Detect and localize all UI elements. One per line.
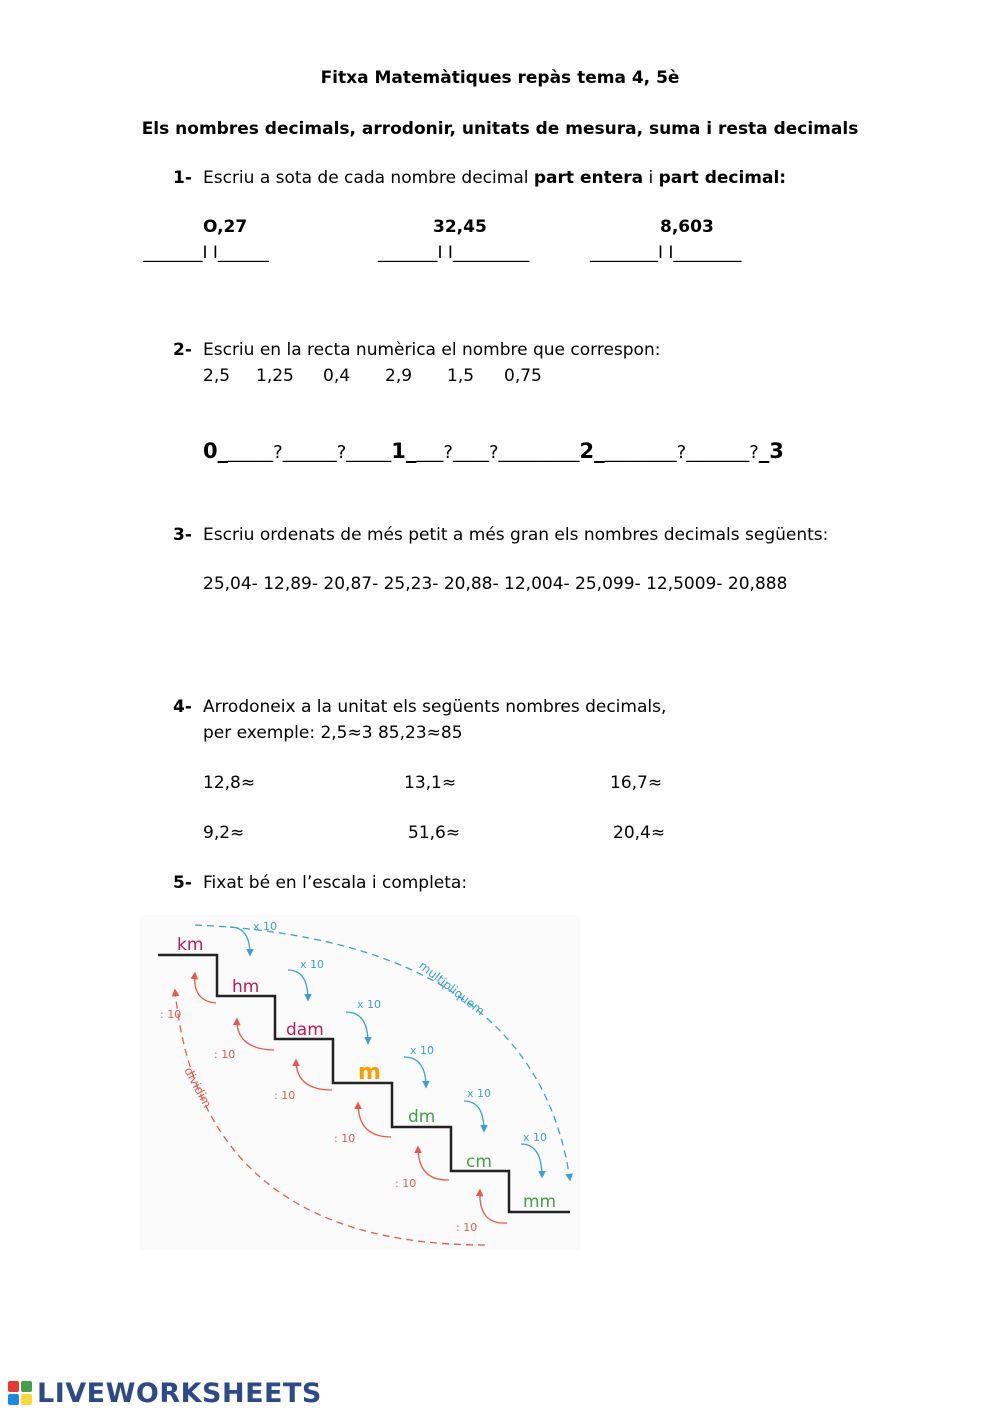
round-item[interactable]: 16,7≈ bbox=[610, 773, 663, 793]
number-line-two: 2_ bbox=[579, 439, 605, 463]
q2-value: 1,25 bbox=[256, 366, 294, 386]
page-subtitle: Els nombres decimals, arrodonir, unitats de mesura, suma i resta decimals bbox=[141, 119, 859, 139]
unit-hm: hm bbox=[232, 977, 260, 997]
question-1-text bbox=[203, 168, 786, 188]
multiply-label: x 10 bbox=[253, 920, 278, 933]
question-5-text: Fixat bé en l’escala i completa: bbox=[203, 873, 468, 893]
question-1-number: 1- bbox=[173, 168, 192, 188]
number-line-three: 3 bbox=[769, 439, 784, 463]
liveworksheets-logo[interactable] bbox=[8, 1378, 322, 1409]
question-2-number: 2- bbox=[173, 340, 192, 360]
number-line-segment: _ bbox=[758, 439, 770, 463]
number-line-segment[interactable]: _______? bbox=[686, 442, 759, 463]
number-line-segment[interactable]: ______? bbox=[282, 442, 347, 463]
number-line-segment[interactable]: _____? bbox=[228, 442, 283, 463]
q1-answer-blank-1[interactable]: _______I I______ bbox=[143, 243, 269, 263]
q1-number-1: O,27 bbox=[203, 217, 248, 237]
page-title: Fitxa Matemàtiques repàs tema 4, 5è bbox=[320, 68, 680, 88]
q2-value: 2,9 bbox=[385, 366, 413, 386]
q1-number-2: 32,45 bbox=[433, 217, 487, 237]
q1-number-3: 8,603 bbox=[660, 217, 714, 237]
number-line-segment[interactable]: ____? bbox=[452, 442, 499, 463]
multiply-label: x 10 bbox=[467, 1087, 492, 1100]
q2-value: 2,5 bbox=[203, 366, 231, 386]
q1-text-before: Escriu a sota de cada nombre decimal bbox=[203, 168, 534, 188]
q2-value: 1,5 bbox=[447, 366, 475, 386]
question-4-number: 4- bbox=[173, 697, 192, 717]
round-item[interactable]: 12,8≈ bbox=[203, 773, 256, 793]
q2-value: 0,4 bbox=[323, 366, 351, 386]
round-item[interactable]: 9,2≈ bbox=[203, 823, 245, 843]
unit-mm: mm bbox=[523, 1192, 557, 1212]
number-line-segment: _____ bbox=[346, 442, 392, 463]
number-line-segment[interactable]: ________? bbox=[604, 442, 687, 463]
multiply-label: x 10 bbox=[357, 998, 382, 1011]
question-3-text: Escriu ordenats de més petit a més gran els nombres decimals següents: bbox=[203, 525, 829, 545]
divide-label: : 10 bbox=[274, 1089, 296, 1102]
q1-bold-part-entera: part entera bbox=[533, 168, 644, 188]
number-line-one: 1_ bbox=[391, 439, 417, 463]
multiply-label: x 10 bbox=[523, 1131, 548, 1144]
logo-text: LIVEWORKSHEETS bbox=[37, 1378, 322, 1409]
question-2-text: Escriu en la recta numèrica el nombre que correspon: bbox=[203, 340, 661, 360]
divide-label: : 10 bbox=[395, 1177, 417, 1190]
round-item[interactable]: 13,1≈ bbox=[404, 773, 457, 793]
unit-cm: cm bbox=[466, 1152, 492, 1172]
q1-answer-blank-3[interactable]: ________I I________ bbox=[590, 243, 742, 263]
question-3-number: 3- bbox=[173, 525, 192, 545]
logo-squares-icon bbox=[8, 1381, 34, 1407]
unit-staircase-diagram bbox=[140, 915, 580, 1250]
unit-m: m bbox=[358, 1060, 381, 1085]
multiply-label: x 10 bbox=[410, 1044, 435, 1057]
number-line-zero: 0_ bbox=[203, 439, 229, 463]
multiply-label: x 10 bbox=[300, 958, 325, 971]
number-line-segment: _________ bbox=[498, 442, 580, 463]
round-item[interactable]: 20,4≈ bbox=[613, 823, 666, 843]
round-item[interactable]: 51,6≈ bbox=[408, 823, 461, 843]
unit-km: km bbox=[177, 935, 204, 955]
q1-text-mid: i bbox=[643, 168, 659, 188]
divide-word: dividim bbox=[181, 1064, 215, 1111]
divide-label: : 10 bbox=[456, 1221, 478, 1234]
unit-dam: dam bbox=[286, 1020, 324, 1040]
multiply-word: multipliquem bbox=[416, 958, 488, 1019]
q1-bold-part-decimal: part decimal: bbox=[658, 168, 787, 188]
divide-label: : 10 bbox=[160, 1008, 182, 1021]
divide-label: : 10 bbox=[214, 1048, 236, 1061]
number-line-segment[interactable]: ___? bbox=[416, 442, 453, 463]
question-4-example: per exemple: 2,5≈3 85,23≈85 bbox=[203, 723, 463, 743]
unit-dm: dm bbox=[408, 1107, 436, 1127]
number-line[interactable] bbox=[203, 439, 784, 463]
q1-answer-blank-2[interactable]: _______I I_________ bbox=[378, 243, 530, 263]
question-5-number: 5- bbox=[173, 873, 192, 893]
divide-label: : 10 bbox=[334, 1132, 356, 1145]
q2-value: 0,75 bbox=[504, 366, 542, 386]
q3-number-list: 25,04- 12,89- 20,87- 25,23- 20,88- 12,004- 25,099- 12,5009- 20,888 bbox=[203, 574, 788, 594]
question-4-text: Arrodoneix a la unitat els següents nombres decimals, bbox=[203, 697, 667, 717]
